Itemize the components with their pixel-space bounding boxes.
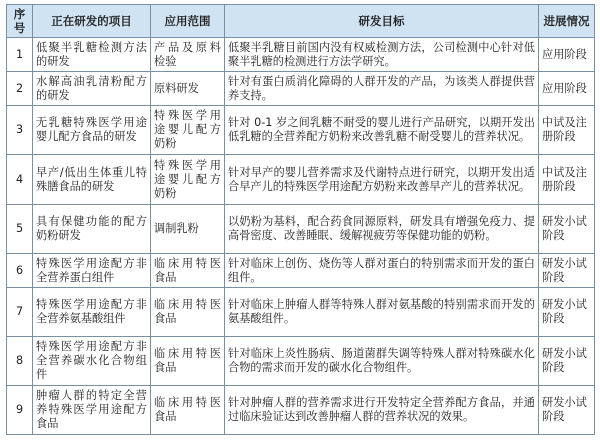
cell-stage: 研发小试阶段 xyxy=(539,386,595,435)
cell-stage: 应用阶段 xyxy=(539,72,595,106)
table-row xyxy=(7,155,595,205)
header-row xyxy=(7,5,595,38)
cell-no: 9 xyxy=(7,386,33,435)
cell-goal: 针对临床上创伤、烧伤等人群对蛋白的特别需求而开发的蛋白组件。 xyxy=(225,254,539,288)
cell-project: 无乳糖特殊医学用途婴儿配方食品的研发 xyxy=(33,106,151,155)
cell-scope: 特殊医学用途婴儿配方奶粉 xyxy=(151,155,225,205)
cell-goal: 针对临床上肿瘤人群等特殊人群对氨基酸的特别需求而开发的氨基酸组件。 xyxy=(225,288,539,337)
rd-projects-table-container xyxy=(6,4,594,436)
table-row xyxy=(7,205,595,254)
cell-goal: 以奶粉为基料，配合药食同源原料，研发具有增强免疫力、提高骨密度、改善睡眠、缓解视疲劳等保健功能的奶粉。 xyxy=(225,205,539,254)
cell-no: 1 xyxy=(7,38,33,72)
cell-project: 早产/低出生体重儿特殊膳食品的研发 xyxy=(33,155,151,205)
table-row xyxy=(7,254,595,288)
cell-project: 肿瘤人群的特定全营养特殊医学用途配方食品 xyxy=(33,386,151,435)
cell-goal: 针对早产的婴儿营养需求及代谢特点进行研究，以期开发出适合早产儿的特殊医学用途配方奶粉来改善早产儿的营养状况。 xyxy=(225,155,539,205)
header-stage: 进展情况 xyxy=(539,5,595,38)
cell-no: 5 xyxy=(7,205,33,254)
cell-no: 2 xyxy=(7,72,33,106)
cell-goal: 针对 0-1 岁之间乳糖不耐受的婴儿进行产品研究，以期开发出低乳糖的全营养配方奶粉来改善乳糖不耐受婴儿的营养状况。 xyxy=(225,106,539,155)
table-body xyxy=(7,38,595,435)
cell-project: 具有保健功能的配方奶粉研发 xyxy=(33,205,151,254)
table-row xyxy=(7,288,595,337)
cell-goal: 低聚半乳糖目前国内没有权威检测方法，公司检测中心针对低聚半乳糖的检测进行方法学研究。 xyxy=(225,38,539,72)
cell-goal: 针对临床上炎性肠病、肠道菌群失调等特殊人群对特殊碳水化合物的需求而开发的碳水化合物组件。 xyxy=(225,337,539,386)
cell-project: 低聚半乳糖检测方法的研发 xyxy=(33,38,151,72)
cell-project: 水解高油乳清粉配方的研发 xyxy=(33,72,151,106)
cell-scope: 原料研发 xyxy=(151,72,225,106)
cell-stage: 中试及注册阶段 xyxy=(539,155,595,205)
cell-scope: 临床用特医食品 xyxy=(151,386,225,435)
cell-goal: 针对肿瘤人群的营养需求进行开发特定全营养配方食品，并通过临床验证达到改善肿瘤人群的营养状况的效果。 xyxy=(225,386,539,435)
cell-no: 7 xyxy=(7,288,33,337)
cell-no: 8 xyxy=(7,337,33,386)
header-goal: 研发目标 xyxy=(225,5,539,38)
cell-stage: 研发小试阶段 xyxy=(539,254,595,288)
rd-projects-table xyxy=(6,4,595,435)
cell-stage: 应用阶段 xyxy=(539,38,595,72)
table-row xyxy=(7,106,595,155)
table-row xyxy=(7,337,595,386)
cell-no: 6 xyxy=(7,254,33,288)
cell-project: 特殊医学用途配方非全营养碳水化合物组件 xyxy=(33,337,151,386)
table-header xyxy=(7,5,595,38)
cell-stage: 研发小试阶段 xyxy=(539,337,595,386)
header-no: 序号 xyxy=(7,5,33,38)
cell-project: 特殊医学用途配方非全营养蛋白组件 xyxy=(33,254,151,288)
header-scope: 应用范围 xyxy=(151,5,225,38)
cell-stage: 研发小试阶段 xyxy=(539,205,595,254)
cell-stage: 中试及注册阶段 xyxy=(539,106,595,155)
cell-scope: 特殊医学用途婴儿配方奶粉 xyxy=(151,106,225,155)
table-row xyxy=(7,38,595,72)
table-row xyxy=(7,386,595,435)
cell-scope: 调制乳粉 xyxy=(151,205,225,254)
cell-scope: 临床用特医食品 xyxy=(151,337,225,386)
cell-scope: 产品及原料检验 xyxy=(151,38,225,72)
cell-scope: 临床用特医食品 xyxy=(151,288,225,337)
cell-stage: 研发小试阶段 xyxy=(539,288,595,337)
cell-no: 4 xyxy=(7,155,33,205)
cell-goal: 针对有蛋白质消化障碍的人群开发的产品，为该类人群提供营养支持。 xyxy=(225,72,539,106)
cell-project: 特殊医学用途配方非全营养氨基酸组件 xyxy=(33,288,151,337)
cell-no: 3 xyxy=(7,106,33,155)
cell-scope: 临床用特医食品 xyxy=(151,254,225,288)
header-project: 正在研发的项目 xyxy=(33,5,151,38)
table-row xyxy=(7,72,595,106)
